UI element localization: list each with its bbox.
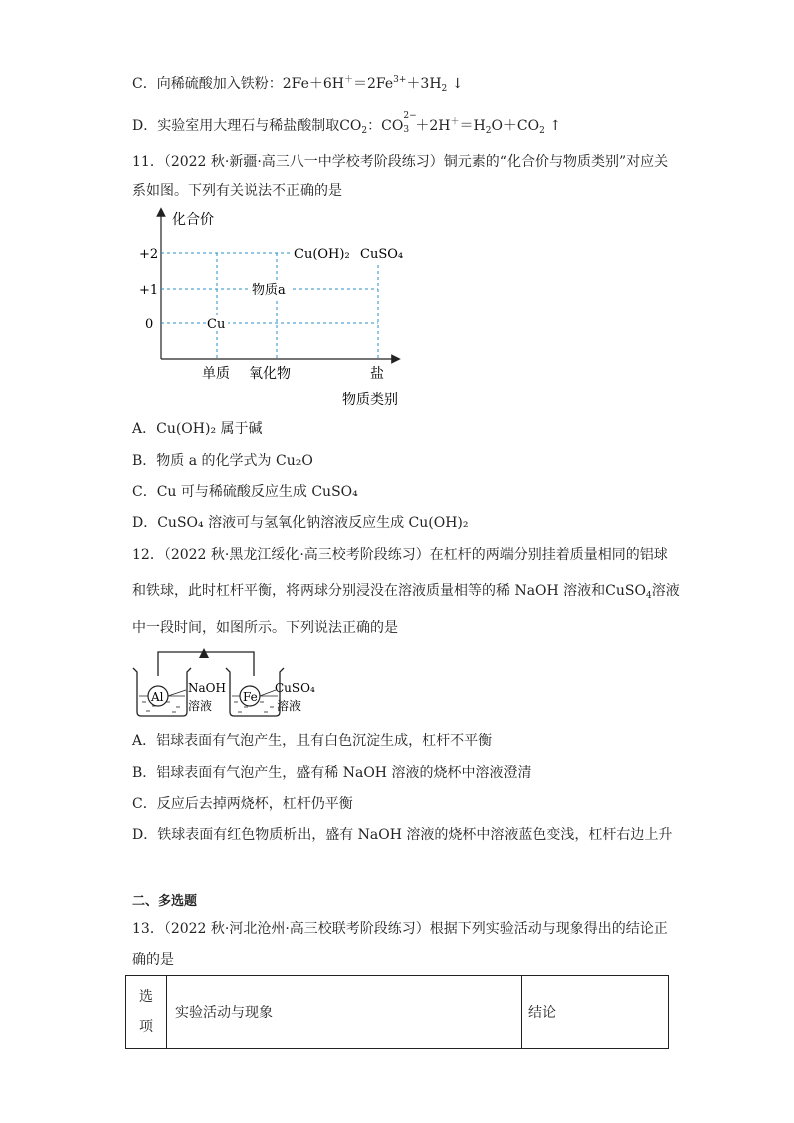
- q12-option-d: D．铁球表面有红色物质析出，盛有 NaOH 溶液的烧杯中溶液蓝色变浅，杠杆右边上升: [132, 827, 673, 843]
- left-solution-label-1: NaOH: [188, 681, 226, 695]
- lever-fulcrum: [199, 648, 209, 658]
- header-conclusion: 结论: [522, 976, 669, 1049]
- q10-option-c-equation: $2Fe+6H^+=2Fe^{3+}+3H_2$ ↓: [282, 75, 464, 94]
- x-axis-title: 物质类别: [342, 392, 398, 408]
- dashed-grid: [161, 253, 378, 359]
- q13-stem-line-1: 13．（2022 秋·河北沧州·高三校联考阶段练习）根据下列实验活动与现象得出的结论正: [132, 921, 668, 937]
- q10-option-d-label: D．实验室用大理石与稀盐酸制取CO: [132, 118, 362, 134]
- right-solution-label-1: CuSO₄: [275, 681, 315, 695]
- point-cu: Cu: [207, 317, 226, 332]
- y-axis-title: 化合价: [172, 212, 214, 228]
- q11-stem-line-2: 系如图。下列有关说法不正确的是: [132, 183, 342, 199]
- x-tick-element: 单质: [202, 366, 230, 382]
- q10-option-c-label: C．向稀硫酸加入铁粉：: [132, 76, 283, 92]
- x-tick-oxide: 氧化物: [249, 366, 291, 382]
- q10-option-c: [132, 70, 463, 99]
- header-option: 选项: [126, 976, 167, 1049]
- point-cuso4: CuSO₄: [360, 247, 404, 262]
- q10-option-d-equation: ：CO 2− 3 $+2H^+=H_2O+CO_2$ ↑: [367, 111, 562, 136]
- q12-option-a: A．铝球表面有气泡产生，且有白色沉淀生成，杠杆不平衡: [132, 733, 493, 749]
- q12-option-b: B．铝球表面有气泡产生，盛有稀 NaOH 溶液的烧杯中溶液澄清: [132, 765, 532, 781]
- q13-stem-line-2: 确的是: [132, 952, 174, 968]
- q12-option-c: C．反应后去掉两烧杯，杠杆仍平衡: [132, 796, 353, 812]
- q12-stem-line-3: 中一段时间，如图所示。下列说法正确的是: [132, 620, 398, 636]
- y-tick-plus1: +1: [139, 283, 159, 298]
- q11-option-b: B．物质 a 的化学式为 Cu₂O: [132, 453, 313, 469]
- q13-table: [125, 975, 669, 1049]
- q12-lever-figure: [128, 644, 328, 720]
- x-tick-salt: 盐: [370, 366, 384, 382]
- left-solution-label-2: 溶液: [188, 699, 213, 713]
- q11-stem-line-1: 11．（2022 秋·新疆·高三八一中学校考阶段练习）铜元素的“化合价与物质类别”对应关: [132, 154, 669, 170]
- q12-stem-line-2: 和铁球，此时杠杆平衡，将两球分别浸没在溶液质量相等的稀 NaOH 溶液和CuSO$_4$溶液: [132, 583, 680, 601]
- section-title-multiple-choice: 二、多选题: [132, 894, 198, 909]
- point-cu-oh-2: Cu(OH)₂: [294, 247, 350, 262]
- point-substance-a: 物质a: [252, 283, 286, 298]
- aluminum-ball-label: Al: [151, 690, 164, 704]
- q10-option-d: D．实验室用大理石与稀盐酸制取$CO_2$：CO 2− 3 $+2H^+=H_2O+CO_2$ ↑: [132, 111, 562, 136]
- y-tick-zero: 0: [145, 317, 154, 332]
- q12-stem-line-1: 12．（2022 秋·黑龙江绥化·高三校考阶段练习）在杠杆的两端分别挂着质量相同的铝球: [132, 547, 668, 563]
- q11-option-d: D．CuSO₄ 溶液可与氢氧化钠溶液反应生成 Cu(OH)₂: [132, 515, 469, 531]
- table-header-row: [126, 976, 669, 1049]
- q11-option-a: A．Cu(OH)₂ 属于碱: [132, 421, 263, 437]
- y-tick-plus2: +2: [139, 247, 159, 262]
- iron-ball-label: Fe: [243, 690, 258, 704]
- right-solution-label-2: 溶液: [277, 699, 302, 713]
- q11-option-c: C．Cu 可与稀硫酸反应生成 CuSO₄: [132, 484, 358, 500]
- header-activity: 实验活动与现象: [167, 976, 522, 1049]
- q11-valence-diagram: [128, 206, 418, 412]
